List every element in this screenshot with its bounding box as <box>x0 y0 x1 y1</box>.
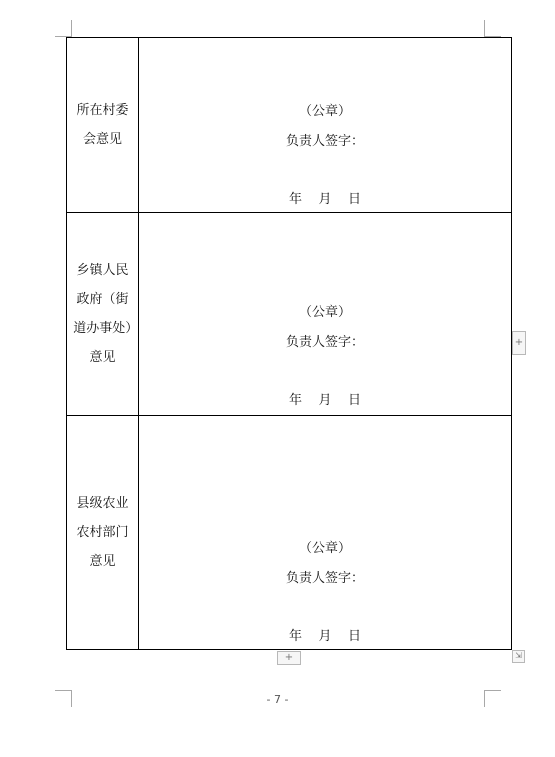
opinion-cell[interactable] <box>139 213 512 416</box>
page-number: - 7 - <box>266 693 289 706</box>
approval-table[interactable] <box>66 37 512 650</box>
add-row-button[interactable]: + <box>277 651 301 665</box>
date-label: 年 月 日 <box>288 393 362 408</box>
row-label: 所在村委会意见 <box>76 103 129 147</box>
opinion-cell[interactable] <box>139 38 512 213</box>
crop-mark-top-right <box>484 20 501 37</box>
add-column-button[interactable]: + <box>512 331 526 355</box>
table-row[interactable] <box>67 416 512 650</box>
official-seal-text: （公章） <box>298 305 351 320</box>
row-label-cell[interactable] <box>67 38 139 213</box>
date-label: 年 月 日 <box>288 192 362 207</box>
row-label-cell[interactable] <box>67 416 139 650</box>
row-label: 县级农业农村部门意见 <box>76 496 129 569</box>
table-row[interactable] <box>67 213 512 416</box>
date-label: 年 月 日 <box>288 629 362 644</box>
opinion-cell[interactable] <box>139 416 512 650</box>
row-label-cell[interactable] <box>67 213 139 416</box>
table-resize-icon[interactable]: ⇲ <box>512 650 525 663</box>
official-seal-text: （公章） <box>298 104 351 119</box>
table-row[interactable] <box>67 38 512 213</box>
signature-label: 负责人签字： <box>285 571 364 586</box>
crop-mark-top-left <box>55 20 72 37</box>
row-label: 乡镇人民政府（街道办事处）意见 <box>73 263 132 365</box>
signature-label: 负责人签字： <box>285 335 364 350</box>
official-seal-text: （公章） <box>298 541 351 556</box>
signature-label: 负责人签字： <box>285 134 364 149</box>
